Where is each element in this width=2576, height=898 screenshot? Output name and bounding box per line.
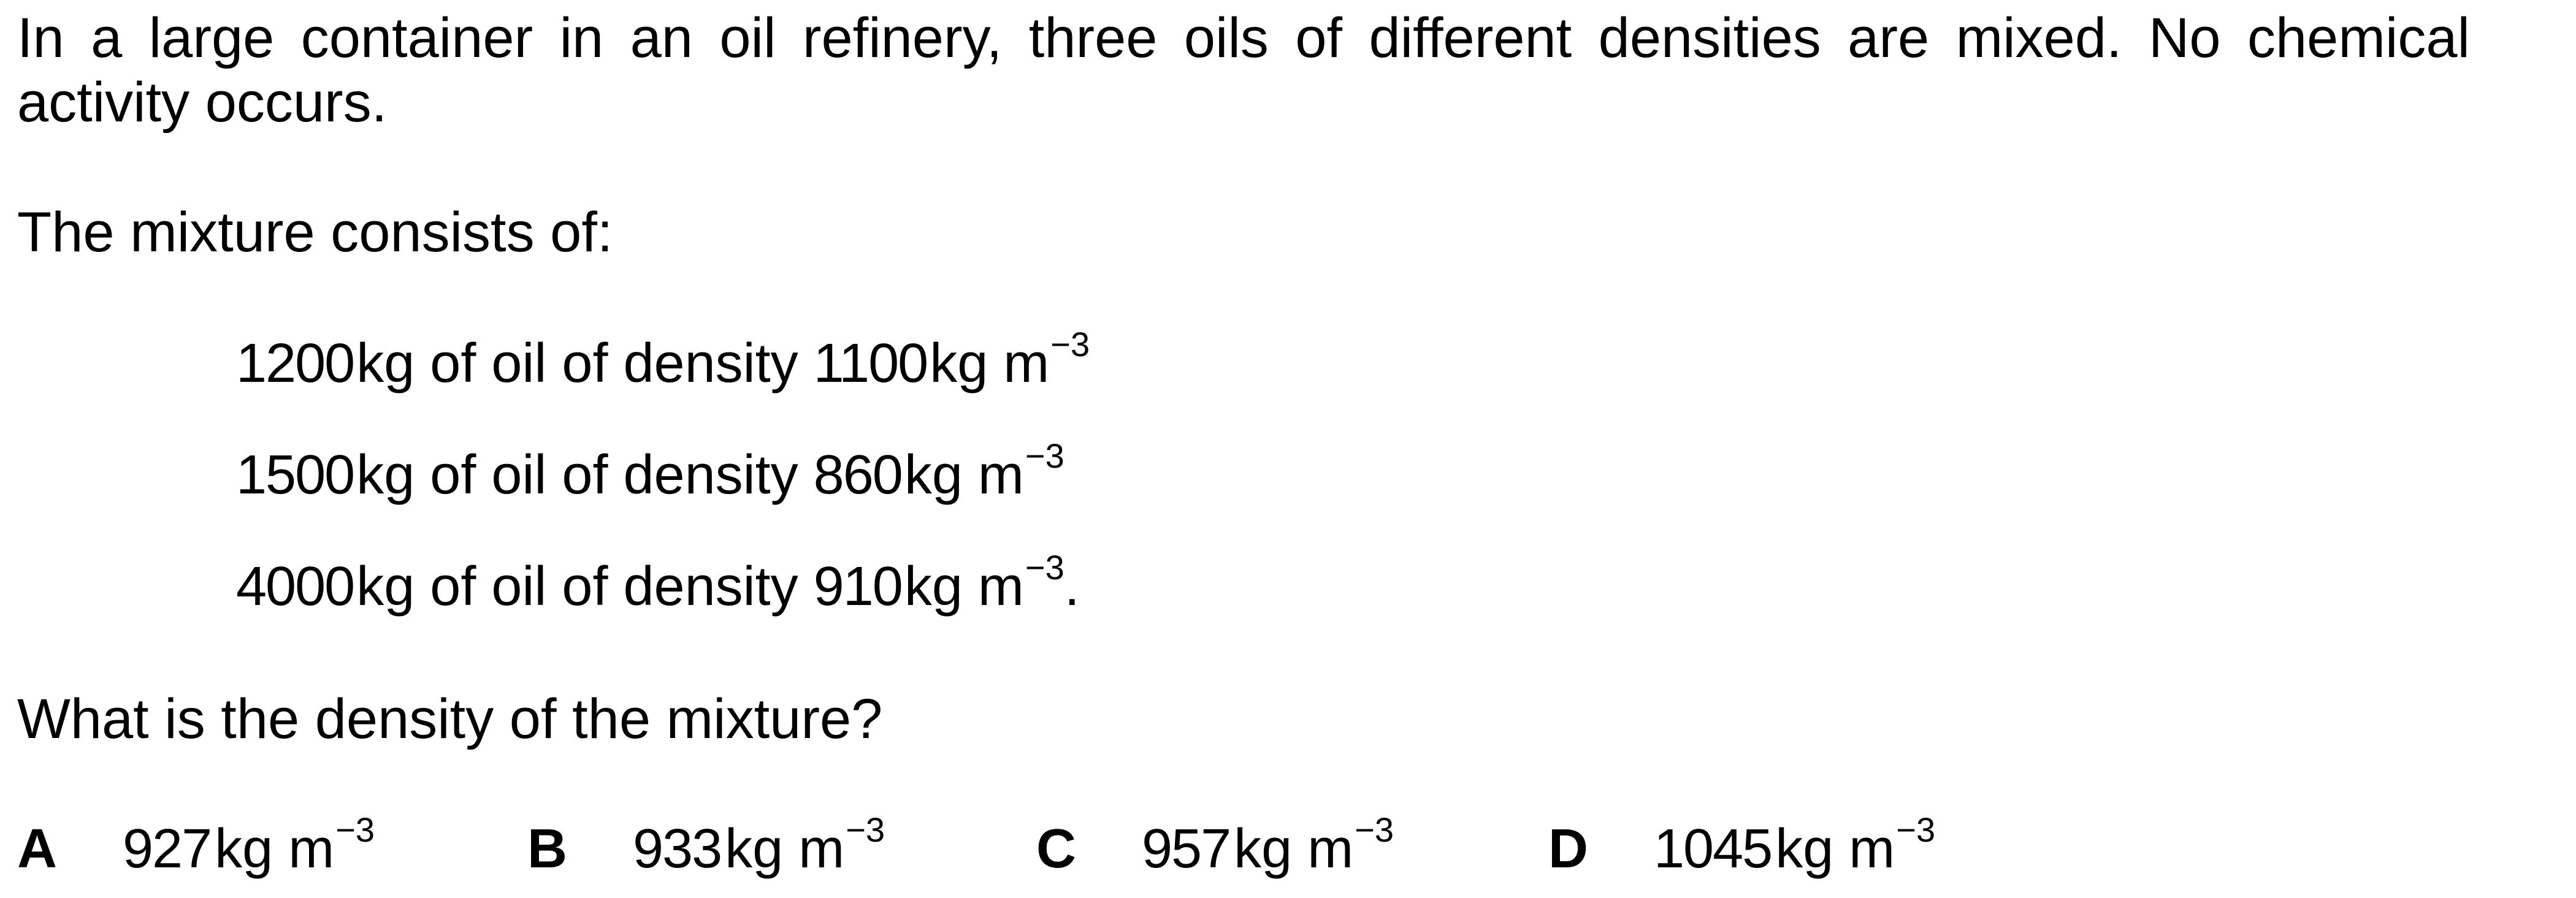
component-exponent: −3 (1050, 325, 1090, 363)
option-unit: kg m (1234, 818, 1354, 880)
component-2 (236, 436, 1064, 506)
option-c[interactable] (1036, 810, 1394, 880)
component-mass-unit: kg (356, 444, 415, 506)
option-unit: kg m (1775, 818, 1895, 880)
component-unit: kg m (904, 444, 1024, 506)
component-unit: kg m (904, 556, 1024, 617)
component-text: of oil of density (430, 444, 798, 506)
component-text: of oil of density (430, 333, 798, 394)
component-exponent: −3 (1025, 436, 1064, 475)
option-exponent: −3 (1355, 810, 1394, 849)
option-exponent: −3 (1896, 810, 1936, 849)
component-mass: 1200 (236, 333, 354, 394)
option-value: 1045 (1654, 818, 1772, 880)
component-3 (236, 548, 1080, 617)
option-letter: A (17, 818, 57, 880)
option-d[interactable] (1548, 810, 1936, 880)
option-unit: kg m (725, 818, 845, 880)
component-density: 1100 (813, 333, 928, 394)
option-letter: B (527, 818, 567, 880)
component-unit: kg m (930, 333, 1050, 394)
component-mass: 4000 (236, 556, 354, 617)
option-exponent: −3 (846, 810, 885, 849)
question-text: What is the density of the mixture? (17, 688, 883, 750)
intro-line-1: In a large container in an oil refinery, three oils of different densities are mixed. No chemical (17, 7, 2470, 69)
option-exponent: −3 (335, 810, 375, 849)
component-text: of oil of density (430, 556, 798, 617)
option-value: 957 (1142, 818, 1231, 880)
component-density: 860 (813, 444, 902, 506)
component-exponent: −3 (1025, 548, 1064, 587)
component-end: . (1064, 556, 1080, 617)
option-value-group (1654, 810, 1936, 880)
option-value-group (1142, 810, 1394, 880)
option-letter: D (1548, 818, 1588, 880)
mixture-heading: The mixture consists of: (17, 201, 613, 264)
option-value-group (633, 810, 885, 880)
option-value: 927 (123, 818, 212, 880)
question-intro (17, 6, 2470, 135)
option-b[interactable] (527, 810, 885, 880)
component-1 (236, 325, 1090, 394)
component-density: 910 (813, 556, 902, 617)
option-value: 933 (633, 818, 722, 880)
option-a[interactable] (17, 810, 375, 880)
component-mass: 1500 (236, 444, 354, 506)
option-value-group (123, 810, 375, 880)
component-mass-unit: kg (356, 333, 415, 394)
intro-line-2: activity occurs. (17, 71, 388, 134)
option-letter: C (1036, 818, 1076, 880)
component-mass-unit: kg (356, 556, 415, 617)
option-unit: kg m (215, 818, 335, 880)
